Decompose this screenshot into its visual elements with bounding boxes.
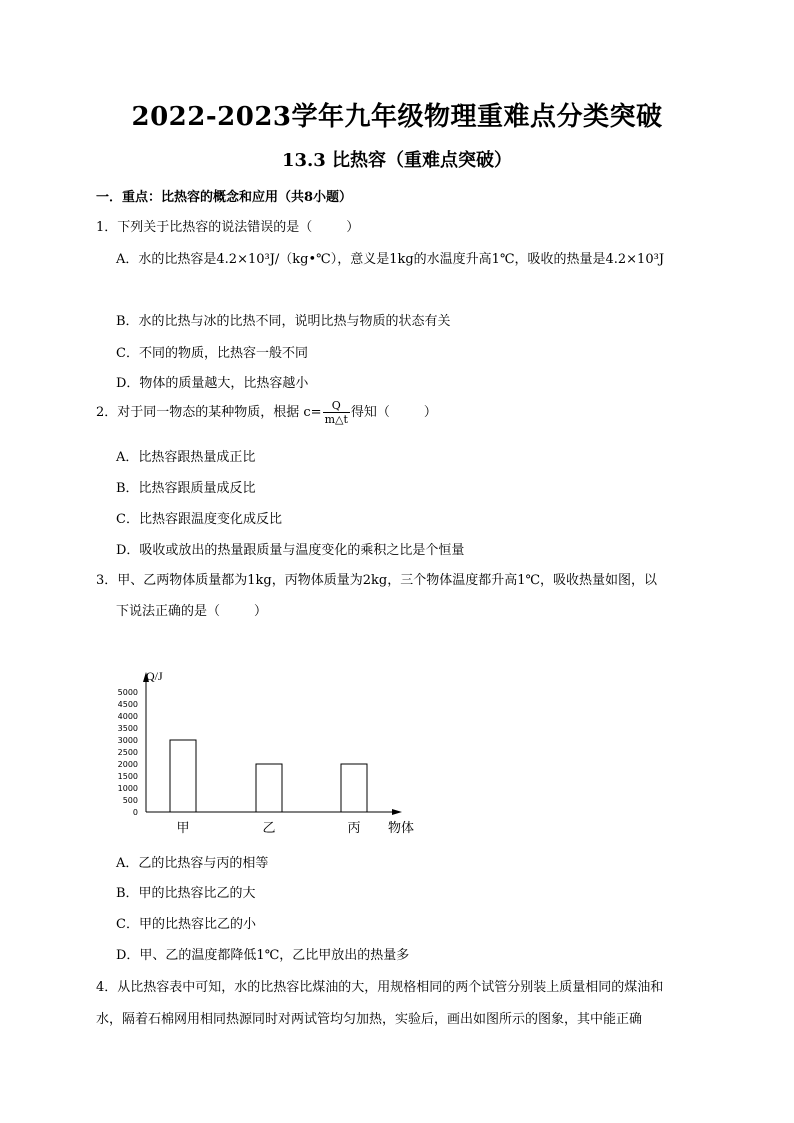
fraction-denominator: m△t [324, 413, 348, 426]
x-axis-arrow [392, 809, 402, 815]
question-2-option-b: B．比热容跟质量成反比 [116, 481, 256, 496]
document-subtitle: 13.3 比热容（重难点突破） [281, 150, 513, 171]
y-tick-label: 1500 [117, 772, 138, 781]
question-1-option-c: C．不同的物质，比热容一般不同 [116, 346, 308, 361]
fraction-numerator: Q [323, 399, 350, 413]
y-tick-label: 2500 [117, 748, 138, 757]
question-2-option-c: C．比热容跟温度变化成反比 [116, 512, 282, 527]
section-heading: 一．重点：比热容的概念和应用（共8小题） [96, 190, 353, 205]
category-label: 甲 [176, 820, 190, 835]
question-1-option-b: B．水的比热与冰的比热不同，说明比热与物质的状态有关 [116, 314, 451, 329]
question-3-option-d: D．甲、乙的温度都降低1℃，乙比甲放出的热量多 [116, 948, 410, 963]
question-3-option-b: B．甲的比热容比乙的大 [116, 886, 256, 901]
chart-y-axis-label: Q/J [146, 669, 163, 683]
chart-y-ticks [118, 688, 138, 817]
category-label: 丙 [347, 820, 361, 835]
document-title: 2022-2023学年九年级物理重难点分类突破 [131, 102, 663, 132]
chart-bars [170, 740, 367, 812]
bar-2 [256, 764, 282, 812]
question-2-option-a: A．比热容跟热量成正比 [116, 450, 256, 465]
heat-bar-chart [110, 660, 430, 840]
question-1-option-a: A．水的比热容是4.2×10³J/（kg•℃），意义是1kg的水温度升高1℃，吸收的热量是4.2×10³J [116, 252, 665, 267]
question-1-stem-close: ） [346, 220, 360, 235]
question-2-option-d: D．吸收或放出的热量跟质量与温度变化的乘积之比是个恒量 [116, 543, 465, 558]
question-2-stem-text: 2．对于同一物态的某种物质，根据 c= [96, 405, 322, 420]
y-tick-label: 1000 [117, 784, 138, 793]
y-tick-label: 4500 [117, 700, 138, 709]
specific-heat-fraction [323, 399, 350, 426]
question-3-stem-text: 下说法正确的是（ [116, 604, 221, 619]
question-3-option-a: A．乙的比热容与丙的相等 [116, 856, 269, 871]
question-4-line-1: 4．从比热容表中可知，水的比热容比煤油的大，用规格相同的两个试管分别装上质量相同的煤油和 [96, 980, 664, 995]
question-2-stem [96, 399, 437, 426]
y-tick-label: 4000 [117, 712, 138, 721]
question-3-stem-line-2 [116, 600, 267, 619]
chart-x-axis-label: 物体 [388, 820, 415, 835]
bar-3 [341, 764, 367, 812]
bar-1 [170, 740, 196, 812]
y-tick-label: 2000 [117, 760, 138, 769]
y-tick-label: 500 [122, 796, 138, 805]
y-tick-label: 3000 [117, 736, 138, 745]
question-3-stem-close: ） [254, 604, 268, 619]
y-tick-label: 3500 [117, 724, 138, 733]
chart-category-labels [176, 820, 360, 835]
question-2-stem-tail: 得知（ [350, 405, 390, 420]
y-tick-label: 0 [132, 808, 138, 817]
y-tick-label: 5000 [117, 688, 138, 697]
category-label: 乙 [262, 820, 276, 835]
question-4-line-2: 水，隔着石棉网用相同热源同时对两试管均匀加热，实验后，画出如图所示的图象，其中能正确 [96, 1012, 643, 1027]
question-2-stem-close: ） [423, 405, 437, 420]
question-3-option-c: C．甲的比热容比乙的小 [116, 917, 256, 932]
question-3-stem-line-1: 3．甲、乙两物体质量都为1kg，丙物体质量为2kg，三个物体温度都升高1℃，吸收热量如图，以 [96, 573, 658, 588]
question-1-option-d: D．物体的质量越大，比热容越小 [116, 376, 309, 391]
question-1-stem [96, 216, 359, 235]
question-1-stem-text: 1．下列关于比热容的说法错误的是（ [96, 220, 313, 235]
